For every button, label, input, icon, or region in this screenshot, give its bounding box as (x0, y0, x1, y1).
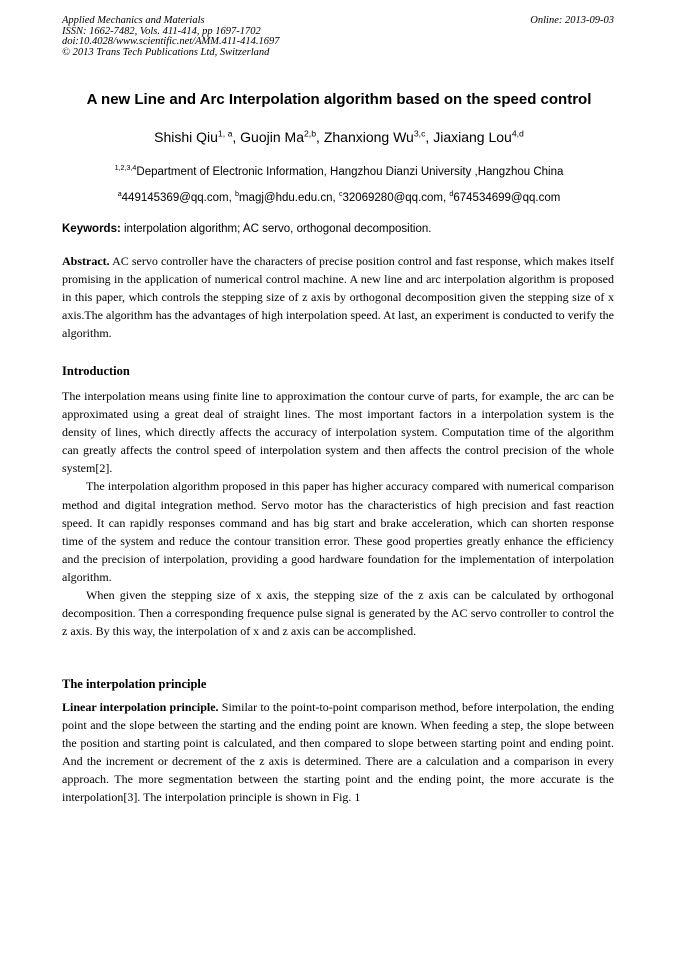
abstract-text: AC servo controller have the characters of precise position control and fast response, which makes itself promising in the application of numerical control machine. A new line and arc interpolation algorithm is proposed in this paper, which controls the stepping size of z axis by orthogonal decomposition given the stepping size of x axis.The algorithm has the advantages of high interpolation speed. At last, an experiment is conducted to verify the algorithm. (62, 254, 614, 341)
author-name: Jiaxiang Lou (433, 129, 512, 145)
abstract-label: Abstract. (62, 254, 110, 268)
affiliation-mark: 1,2,3,4 (114, 164, 137, 173)
author-separator: , (316, 129, 324, 145)
section-heading-principle: The interpolation principle (62, 677, 207, 691)
author-separator: , (232, 129, 241, 145)
principle-body (62, 698, 614, 807)
paragraph: The interpolation algorithm proposed in this paper has higher accuracy compared with numerical comparison method and digital integration method. Servo motor has the characteristics of high precision and fast reaction speed. It can rapidly responses command and has big start and brake acceleration, which can shorten response time of the system and reduce the contour transition error. These good properties greatly enhance the efficiency and the precision of interpolation, providing a good hardware foundation for the implementation of interpolation algorithm. (62, 479, 614, 584)
email-address: 674534699@qq.com (453, 192, 561, 204)
author-list (0, 129, 678, 145)
author-affil-mark: 4,d (511, 128, 524, 139)
email-mark: b (235, 190, 239, 199)
keywords (62, 223, 431, 235)
journal-name: Applied Mechanics and Materials (62, 15, 205, 26)
author-affil-mark: 1, a (217, 128, 233, 139)
introduction-body (62, 387, 614, 640)
section-heading-introduction: Introduction (62, 364, 130, 378)
paragraph: The interpolation means using finite line to approximation the contour curve of parts, for example, the arc can be approximated using a great deal of straight lines. The most important factors in a interpolation system is the density of lines, which directly affects the accuracy of interpolation system. Computation time of the algorithm can greatly affects the control speed of interpolation system and then affects the control precision of the whole system[2]. (62, 389, 614, 476)
keywords-text: interpolation algorithm; AC servo, orthogonal decomposition. (120, 223, 432, 235)
abstract (62, 252, 614, 342)
email-mark: c (338, 190, 343, 199)
email-list (0, 192, 678, 204)
author-name: Guojin Ma (240, 129, 304, 145)
author-affil-mark: 2,b (303, 128, 317, 139)
author-name: Shishi Qiu (154, 129, 218, 145)
paragraph: When given the stepping size of x axis, the stepping size of the z axis can be calculated by orthogonal decomposition. Then a corresponding frequence pulse signal is generated by the AC servo controller to control the z axis. By this way, the interpolation of x and z axis can be accomplished. (62, 588, 614, 639)
email-address: 32069280@qq.com, (342, 192, 450, 204)
author-separator: , (425, 129, 434, 145)
affiliation (0, 166, 678, 178)
affiliation-text: Department of Electronic Information, Hangzhou Dianzi University ,Hangzhou China (136, 166, 564, 178)
online-date: Online: 2013-09-03 (530, 15, 614, 26)
principle-text: Similar to the point-to-point comparison method, before interpolation, the ending point and the slope between the starting and the ending point are known. When feeding a step, the slope between the position and starting point is calculated, and then compared to slope between starting point and ending point. And the increment or decrement of the z axis is determined. There are a calculation and a comparison in every approach. The more segmentation between the starting point and the ending point, the more accurate is the interpolation[3]. The interpolation principle is shown in Fig. 1 (62, 700, 614, 805)
email-mark: d (449, 190, 454, 199)
paper-title: A new Line and Arc Interpolation algorithm based on the speed control (86, 91, 592, 108)
author-affil-mark: 3,c (413, 128, 426, 139)
subsection-label: Linear interpolation principle. (62, 700, 219, 714)
email-address: magj@hdu.edu.cn, (238, 192, 339, 204)
doi-line: doi:10.4028/www.scientific.net/AMM.411-414.1697 (62, 36, 280, 48)
email-mark: a (117, 190, 122, 199)
author-name: Zhanxiong Wu (323, 129, 414, 145)
issn-line: ISSN: 1662-7482, Vols. 411-414, pp 1697-1702 (62, 25, 261, 37)
copyright-line: © 2013 Trans Tech Publications Ltd, Switzerland (62, 46, 270, 58)
journal-header (62, 16, 614, 58)
keywords-label: Keywords: (62, 223, 121, 235)
email-address: 449145369@qq.com, (121, 192, 235, 204)
